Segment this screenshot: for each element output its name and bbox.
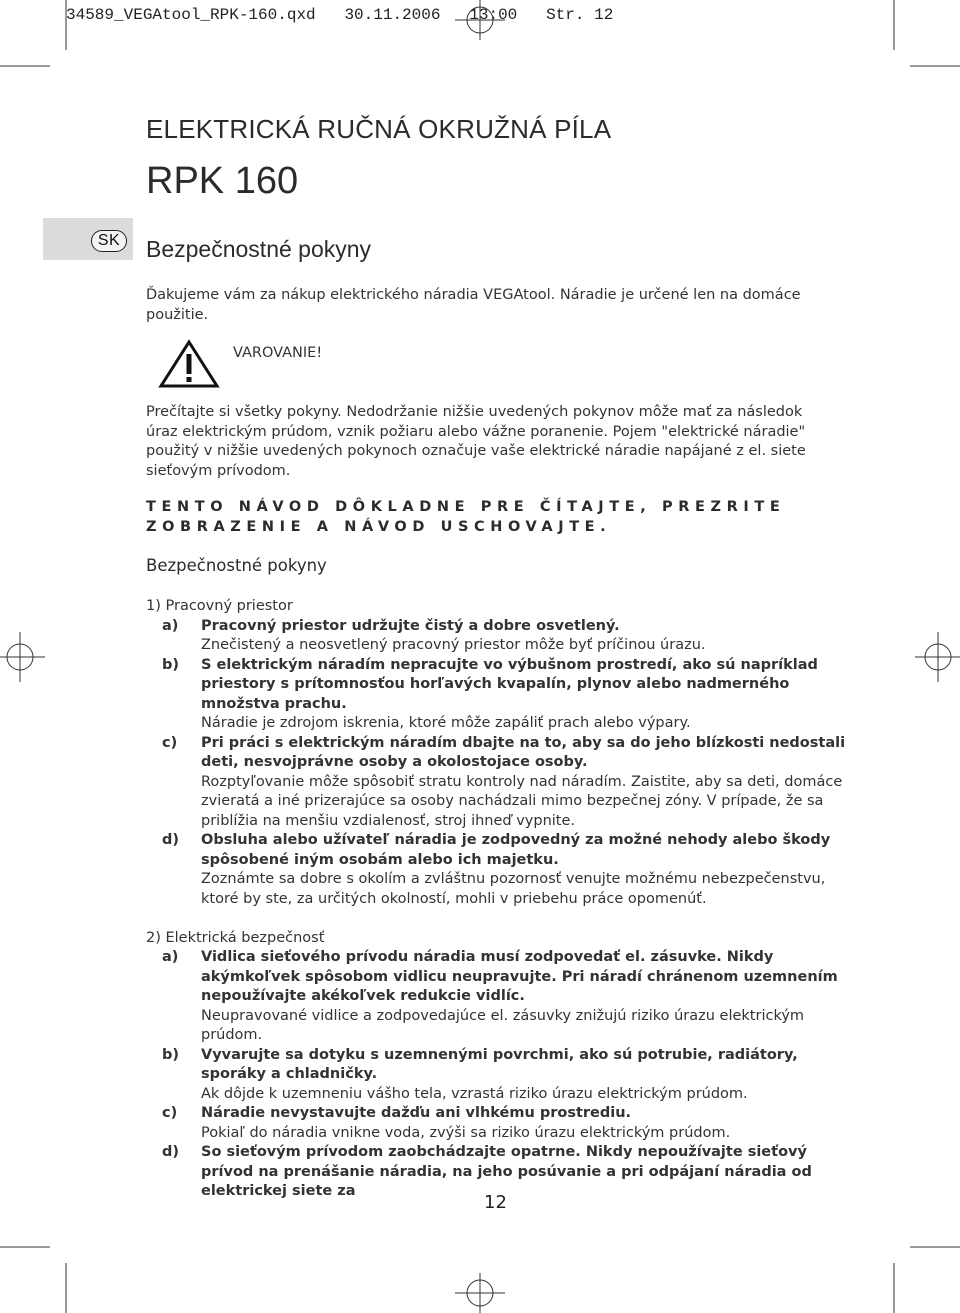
item-label: b)	[162, 656, 180, 673]
item-explanation: Rozptyľovanie môže spôsobiť stratu kontroly nad náradím. Zaistite, aby sa deti, domáce zvieratá a iné prizerajúce sa osoby nachádzali mimo bezpečnej zóny. V prípade, že sa priblížia na menšiu vzdialenosť, stroj ihneď vypnite.	[201, 773, 843, 829]
group-title-workplace: 1) Pracovný priestor	[146, 598, 293, 614]
warning-text: Prečítajte si všetky pokyny. Nedodržanie nižšie uvedených pokynov môže mať za následok úraz elektrickým prúdom, vznik požiaru alebo vážne poranenie. Pojem "elektrické náradie" použitý v nižšie uvedených pokynoch označuje vaše elektrické náradie napájané z el. siete sieťovým prívodom.	[146, 404, 806, 479]
item-label: a)	[162, 617, 179, 634]
item-warning: Vidlica sieťového prívodu náradia musí zodpovedať el. zásuvke. Nikdy akýmkoľvek spôsobom vidlicu neupravujte. Pri náradí chránenom uzemnením nepoužívajte akékoľvek redukcie vidlíc.	[201, 949, 838, 1004]
print-slug: 34589_VEGAtool_RPK-160.qxd 30.11.2006 13:00 Str. 12	[66, 6, 614, 24]
caps-notice: TENTO NÁVOD DÔKLADNE PRE ČÍTAJTE, PREZRITE ZOBRAZENIE A NÁVOD USCHOVAJTE.	[146, 499, 786, 535]
item-warning: Náradie nevystavujte dažďu ani vlhkému prostrediu.	[201, 1105, 632, 1121]
item-label: d)	[162, 832, 180, 848]
section-title: Bezpečnostné pokyny	[146, 236, 372, 262]
item-warning: Pracovný priestor udržujte čistý a dobre osvetlený.	[201, 617, 620, 634]
item-warning: S elektrickým náradím nepracujte vo výbušnom prostredí, ako sú napríklad priestory s prítomnosťou horľavých kvapalín, plynov alebo nadmerného množstva prachu.	[201, 656, 818, 712]
warning-triangle-icon	[158, 339, 220, 389]
item-explanation: Znečistený a neosvetlený pracovný priestor môže byť príčinou úrazu.	[201, 637, 706, 653]
list-item	[162, 617, 846, 656]
list-item	[162, 831, 846, 909]
language-tab	[43, 218, 133, 260]
item-explanation: Zoznámte sa dobre s okolím a zvláštnu pozornosť venujte možnému nebezpečenstvu, ktoré by ste, za určitých okolností, mohli v priebehu práce opomenúť.	[201, 871, 826, 907]
item-label: c)	[162, 734, 178, 751]
list-item	[162, 1046, 846, 1105]
item-label: d)	[162, 1144, 180, 1160]
item-explanation: Neupravované vidlice a zodpovedajúce el. zásuvky znižujú riziko úrazu elektrickým prúdom.	[201, 1007, 805, 1043]
item-warning: So sieťovým prívodom zaobchádzajte opatrne. Nikdy nepoužívajte sieťový prívod na prenášanie náradia, na jeho posúvanie a pri odpájaní náradia od elektrickej siete za	[201, 1144, 812, 1199]
safety-heading: Bezpečnostné pokyny	[146, 556, 327, 575]
document-title: ELEKTRICKÁ RUČNÁ OKRUŽNÁ PÍLA	[146, 114, 612, 144]
list-item	[162, 948, 846, 1046]
item-explanation: Pokiaľ do náradia vnikne voda, zvýši sa riziko úrazu elektrickým prúdom.	[201, 1124, 731, 1141]
language-badge: SK	[91, 230, 127, 252]
intro-text: Ďakujeme vám za nákup elektrického náradia VEGAtool. Náradie je určené len na domáce použitie.	[146, 287, 801, 323]
list-item	[162, 734, 846, 832]
list-item	[162, 1104, 846, 1143]
item-label: b)	[162, 1046, 180, 1063]
page-number: 12	[484, 1192, 507, 1213]
group-title-electrical: 2) Elektrická bezpečnosť	[146, 929, 325, 946]
item-explanation: Ak dôjde k uzemneniu vášho tela, vzrastá riziko úrazu elektrickým prúdom.	[201, 1085, 748, 1102]
item-label: a)	[162, 949, 179, 965]
item-explanation: Náradie je zdrojom iskrenia, ktoré môže zapáliť prach alebo výpary.	[201, 715, 691, 731]
safety-list	[146, 597, 846, 1202]
warning-label: VAROVANIE!	[233, 345, 323, 361]
model-title: RPK 160	[146, 160, 299, 202]
item-label: c)	[162, 1105, 178, 1121]
list-item	[162, 656, 846, 734]
item-warning: Pri práci s elektrickým náradím dbajte na to, aby sa do jeho blízkosti nedostali deti, nesvojprávne osoby a okolostojace osoby.	[201, 734, 846, 770]
item-warning: Obsluha alebo užívateľ náradia je zodpovedný za možné nehody alebo škody spôsobené iným osobám alebo ich majetku.	[201, 832, 831, 868]
item-warning: Vyvarujte sa dotyku s uzemnenými povrchmi, ako sú potrubie, radiátory, sporáky a chladničky.	[201, 1046, 798, 1082]
